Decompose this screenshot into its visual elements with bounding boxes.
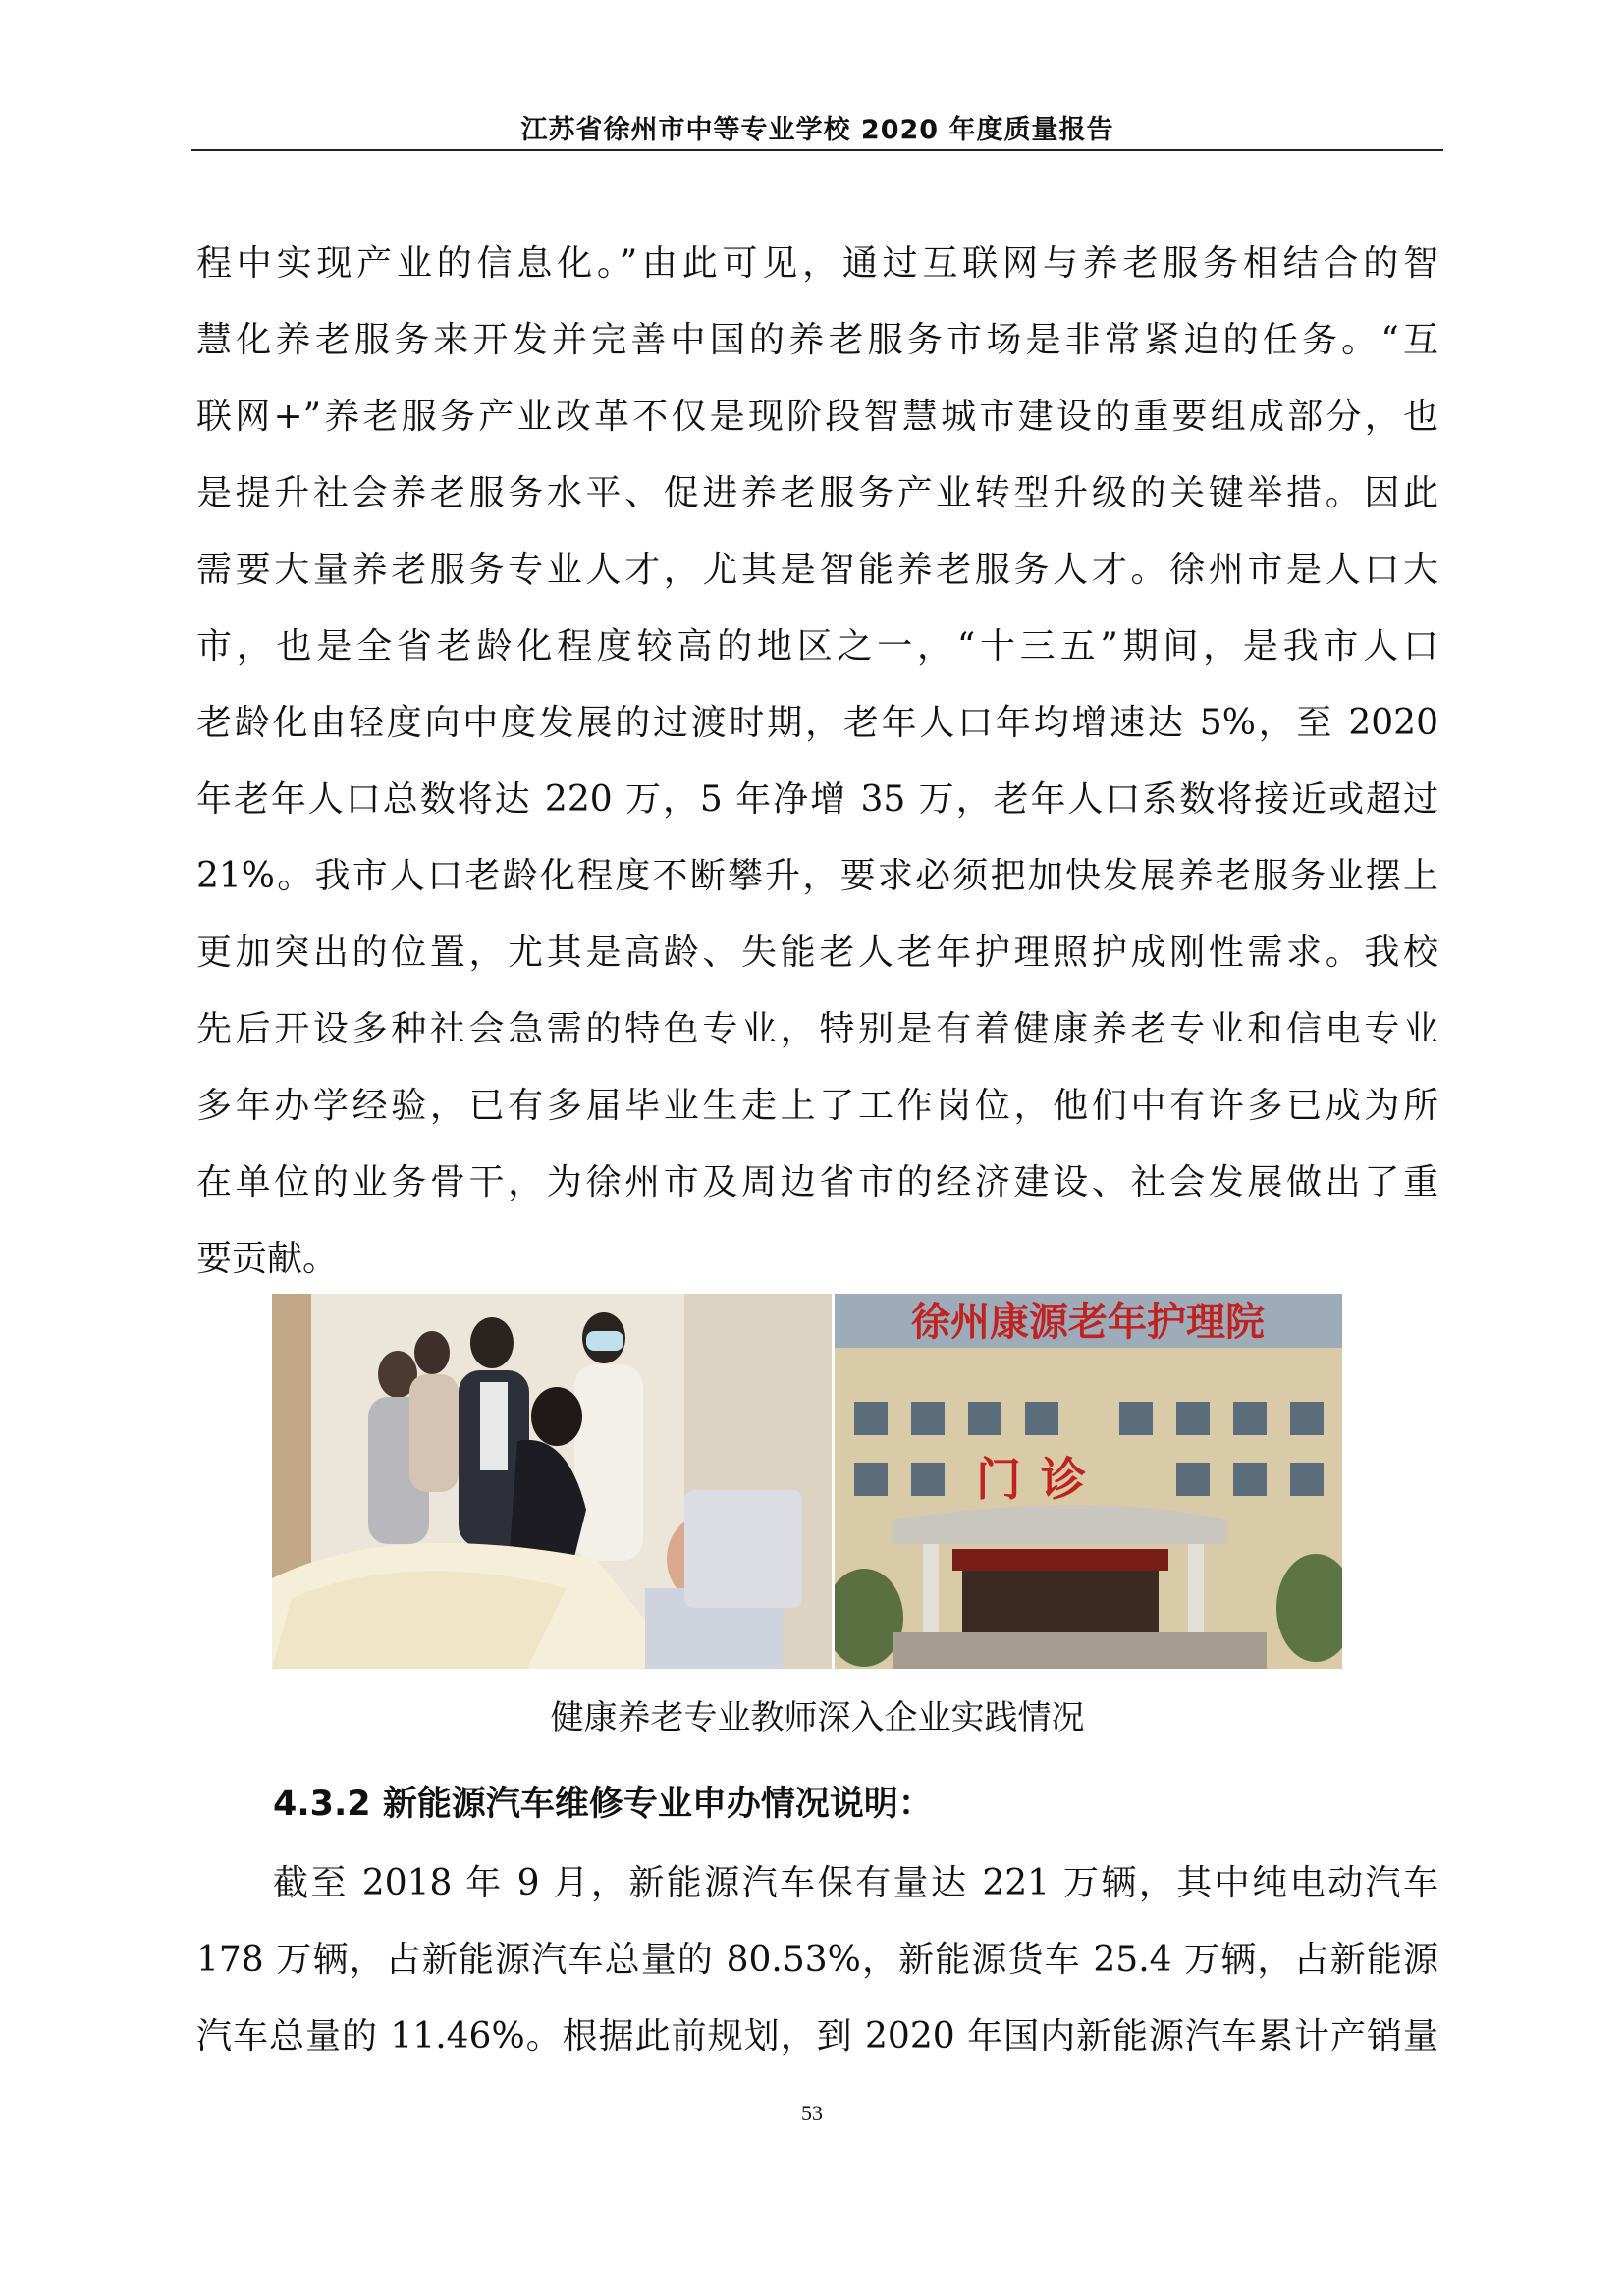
text-line: 汽车总量的 11.46%。根据此前规划，到 2020 年国内新能源汽车累计产销量 [196,2016,1438,2056]
text-line: 先后开设多种社会急需的特色专业，特别是有着健康养老专业和信电专业 [196,1009,1438,1049]
text-line: 更加突出的位置，尤其是高龄、失能老人老年护理照护成刚性需求。我校 [196,933,1438,973]
text-line: 市，也是全省老龄化程度较高的地区之一，“十三五”期间，是我市人口 [196,626,1438,667]
text-line: 21%。我市人口老龄化程度不断攀升，要求必须把加快发展养老服务业摆上 [196,856,1438,896]
text-line: 年老年人口总数将达 220 万，5 年净增 35 万，老年人口系数将接近或超过 [196,779,1438,820]
text-line: 联网+”养老服务产业改革不仅是现阶段智慧城市建设的重要组成部分，也 [196,397,1438,437]
text-line: 老龄化由轻度向中度发展的过渡时期，老年人口年均增速达 5%，至 2020 [196,703,1438,743]
running-header: 江苏省徐州市中等专业学校 2020 年度质量报告 [520,115,1114,145]
text-line: 要贡献。 [196,1239,339,1279]
header-rule [191,149,1443,151]
body-paragraph [196,226,1438,1298]
text-line: 程中实现产业的信息化。”由此可见，通过互联网与养老服务相结合的智 [196,243,1438,284]
text-line: 截至 2018 年 9 月，新能源汽车保有量达 221 万辆，其中纯电动汽车 [273,1863,1438,1903]
text-line: 多年办学经验，已有多届毕业生走上了工作岗位，他们中有许多已成为所 [196,1086,1438,1126]
entrance-sign: 门诊 [976,1453,1106,1506]
photo-figure [272,1294,1342,1669]
text-line: 在单位的业务骨干，为徐州市及周边省市的经济建设、社会发展做出了重 [196,1162,1438,1202]
text-line: 需要大量养老服务专业人才，尤其是智能养老服务人才。徐州市是人口大 [196,550,1438,590]
text-line: 慧化养老服务来开发并完善中国的养老服务市场是非常紧迫的任务。“互 [196,320,1438,360]
text-line: 是提升社会养老服务水平、促进养老服务产业转型升级的关键举措。因此 [196,473,1438,513]
text-line: 178 万辆，占新能源汽车总量的 80.53%，新能源货车 25.4 万辆，占新能源 [196,1940,1438,1980]
building-sign: 徐州康源老年护理院 [911,1299,1265,1345]
nursing-practice-photo [272,1294,832,1669]
section-paragraph [196,1845,1438,2075]
nursing-home-photo [835,1294,1342,1669]
page-number: 53 [801,2101,823,2125]
section-heading: 4.3.2 新能源汽车维修专业申办情况说明： [273,1785,933,1824]
figure-caption: 健康养老专业教师深入企业实践情况 [550,1698,1085,1737]
